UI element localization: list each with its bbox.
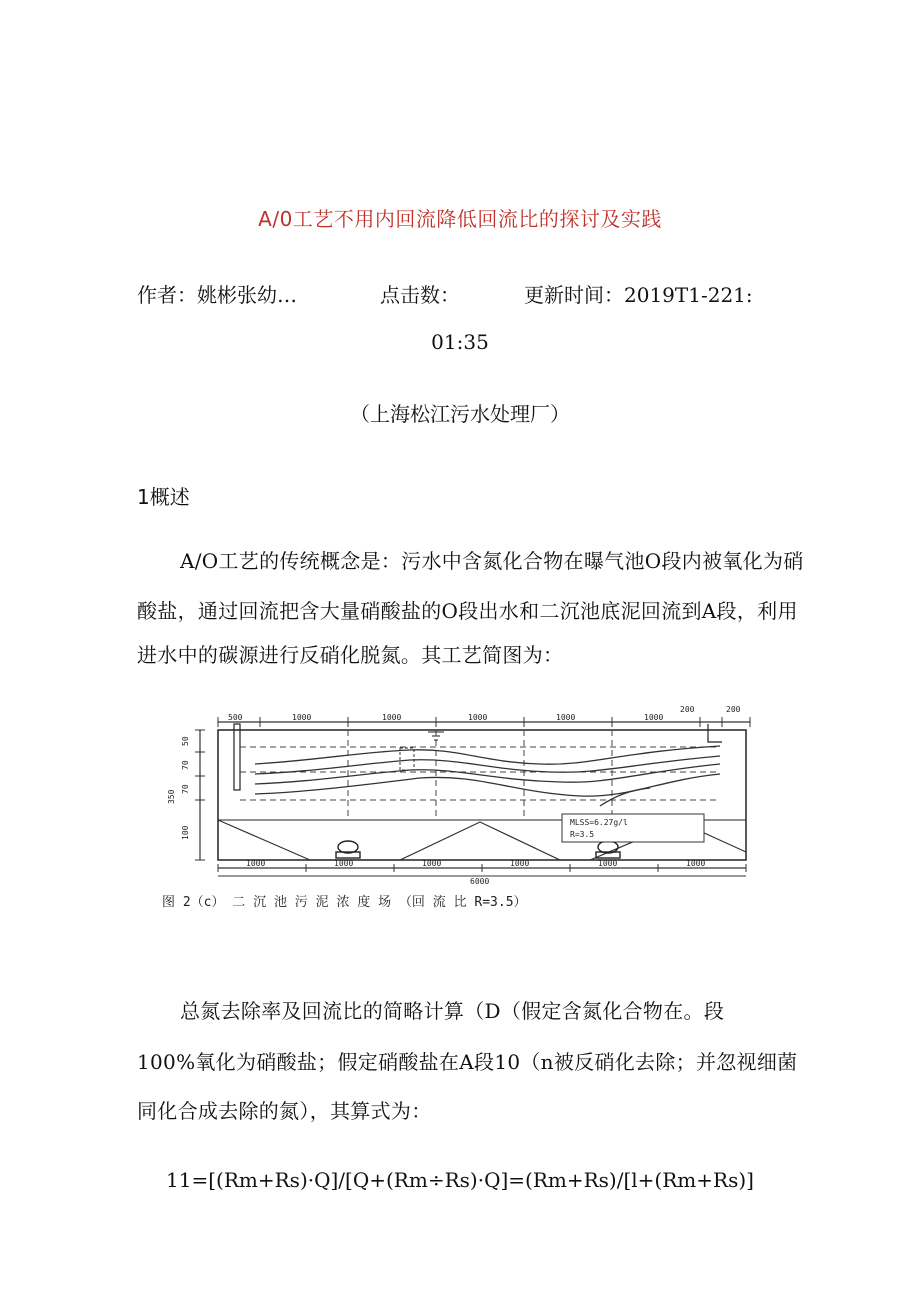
article-title: A/0工艺不用内回流降低回流比的探讨及实践 xyxy=(258,207,662,231)
dim-top-5: 1000 xyxy=(556,713,576,722)
dim-top-6: 1000 xyxy=(644,713,664,722)
dim-left-total: 350 xyxy=(167,789,176,804)
paragraph-line: 同化合成去除的氮），其算式为： xyxy=(137,1099,432,1123)
dim-bottom-total: 6000 xyxy=(470,877,490,886)
paragraph-line: 进水中的碳源进行反硝化脱氮。其工艺简图为： xyxy=(137,643,564,667)
dim-left-1: 50 xyxy=(181,736,190,746)
dim-bottom-1: 1000 xyxy=(246,859,266,868)
dim-bottom-4: 1000 xyxy=(510,859,530,868)
dim-bottom-5: 1000 xyxy=(598,859,618,868)
click-count: 点击数： xyxy=(380,283,460,307)
dim-bottom-2: 1000 xyxy=(334,859,354,868)
dim-top-4: 1000 xyxy=(468,713,488,722)
author-line: 作者：姚彬张幼… xyxy=(137,283,297,307)
dim-top-2: 1000 xyxy=(292,713,312,722)
update-time-continued: 01:35 xyxy=(431,330,489,354)
sludge-concentration-diagram xyxy=(160,702,770,920)
section-heading: 1概述 xyxy=(137,485,190,509)
formula: 11=[(Rm+Rs)·Q]/[Q+(Rm÷Rs)·Q]=(Rm+Rs)/[l+(Rm+Rs)] xyxy=(166,1168,754,1192)
paragraph-line: 100%氧化为硝酸盐；假定硝酸盐在A段10（n被反硝化去除；并忽视细菌 xyxy=(137,1050,798,1074)
paragraph-line: 酸盐，通过回流把含大量硝酸盐的O段出水和二沉池底泥回流到A段，利用 xyxy=(137,599,798,623)
dim-top-1: 500 xyxy=(228,713,243,722)
organization: （上海松江污水处理厂） xyxy=(350,402,570,426)
legend-mlss: MLSS=6.27g/l xyxy=(570,818,628,827)
dim-left-3: 70 xyxy=(181,784,190,794)
dim-bottom-6: 1000 xyxy=(686,859,706,868)
dim-top-8: 200 xyxy=(726,705,741,714)
update-time: 更新时间：2019T1-221: xyxy=(524,283,753,307)
figure-caption: 图 2（c） 二 沉 池 污 泥 浓 度 场 （回 流 比 R=3.5） xyxy=(162,895,527,910)
dim-left-2: 70 xyxy=(181,760,190,770)
dim-left-4: 100 xyxy=(181,825,190,840)
dim-top-7: 200 xyxy=(680,705,695,714)
dim-bottom-3: 1000 xyxy=(422,859,442,868)
paragraph-line: A/O工艺的传统概念是：污水中含氮化合物在曝气池O段内被氧化为硝 xyxy=(180,549,804,573)
dim-top-3: 1000 xyxy=(382,713,402,722)
paragraph-line: 总氮去除率及回流比的简略计算（D（假定含氮化合物在。段 xyxy=(180,999,725,1023)
legend-ratio: R=3.5 xyxy=(570,830,595,839)
